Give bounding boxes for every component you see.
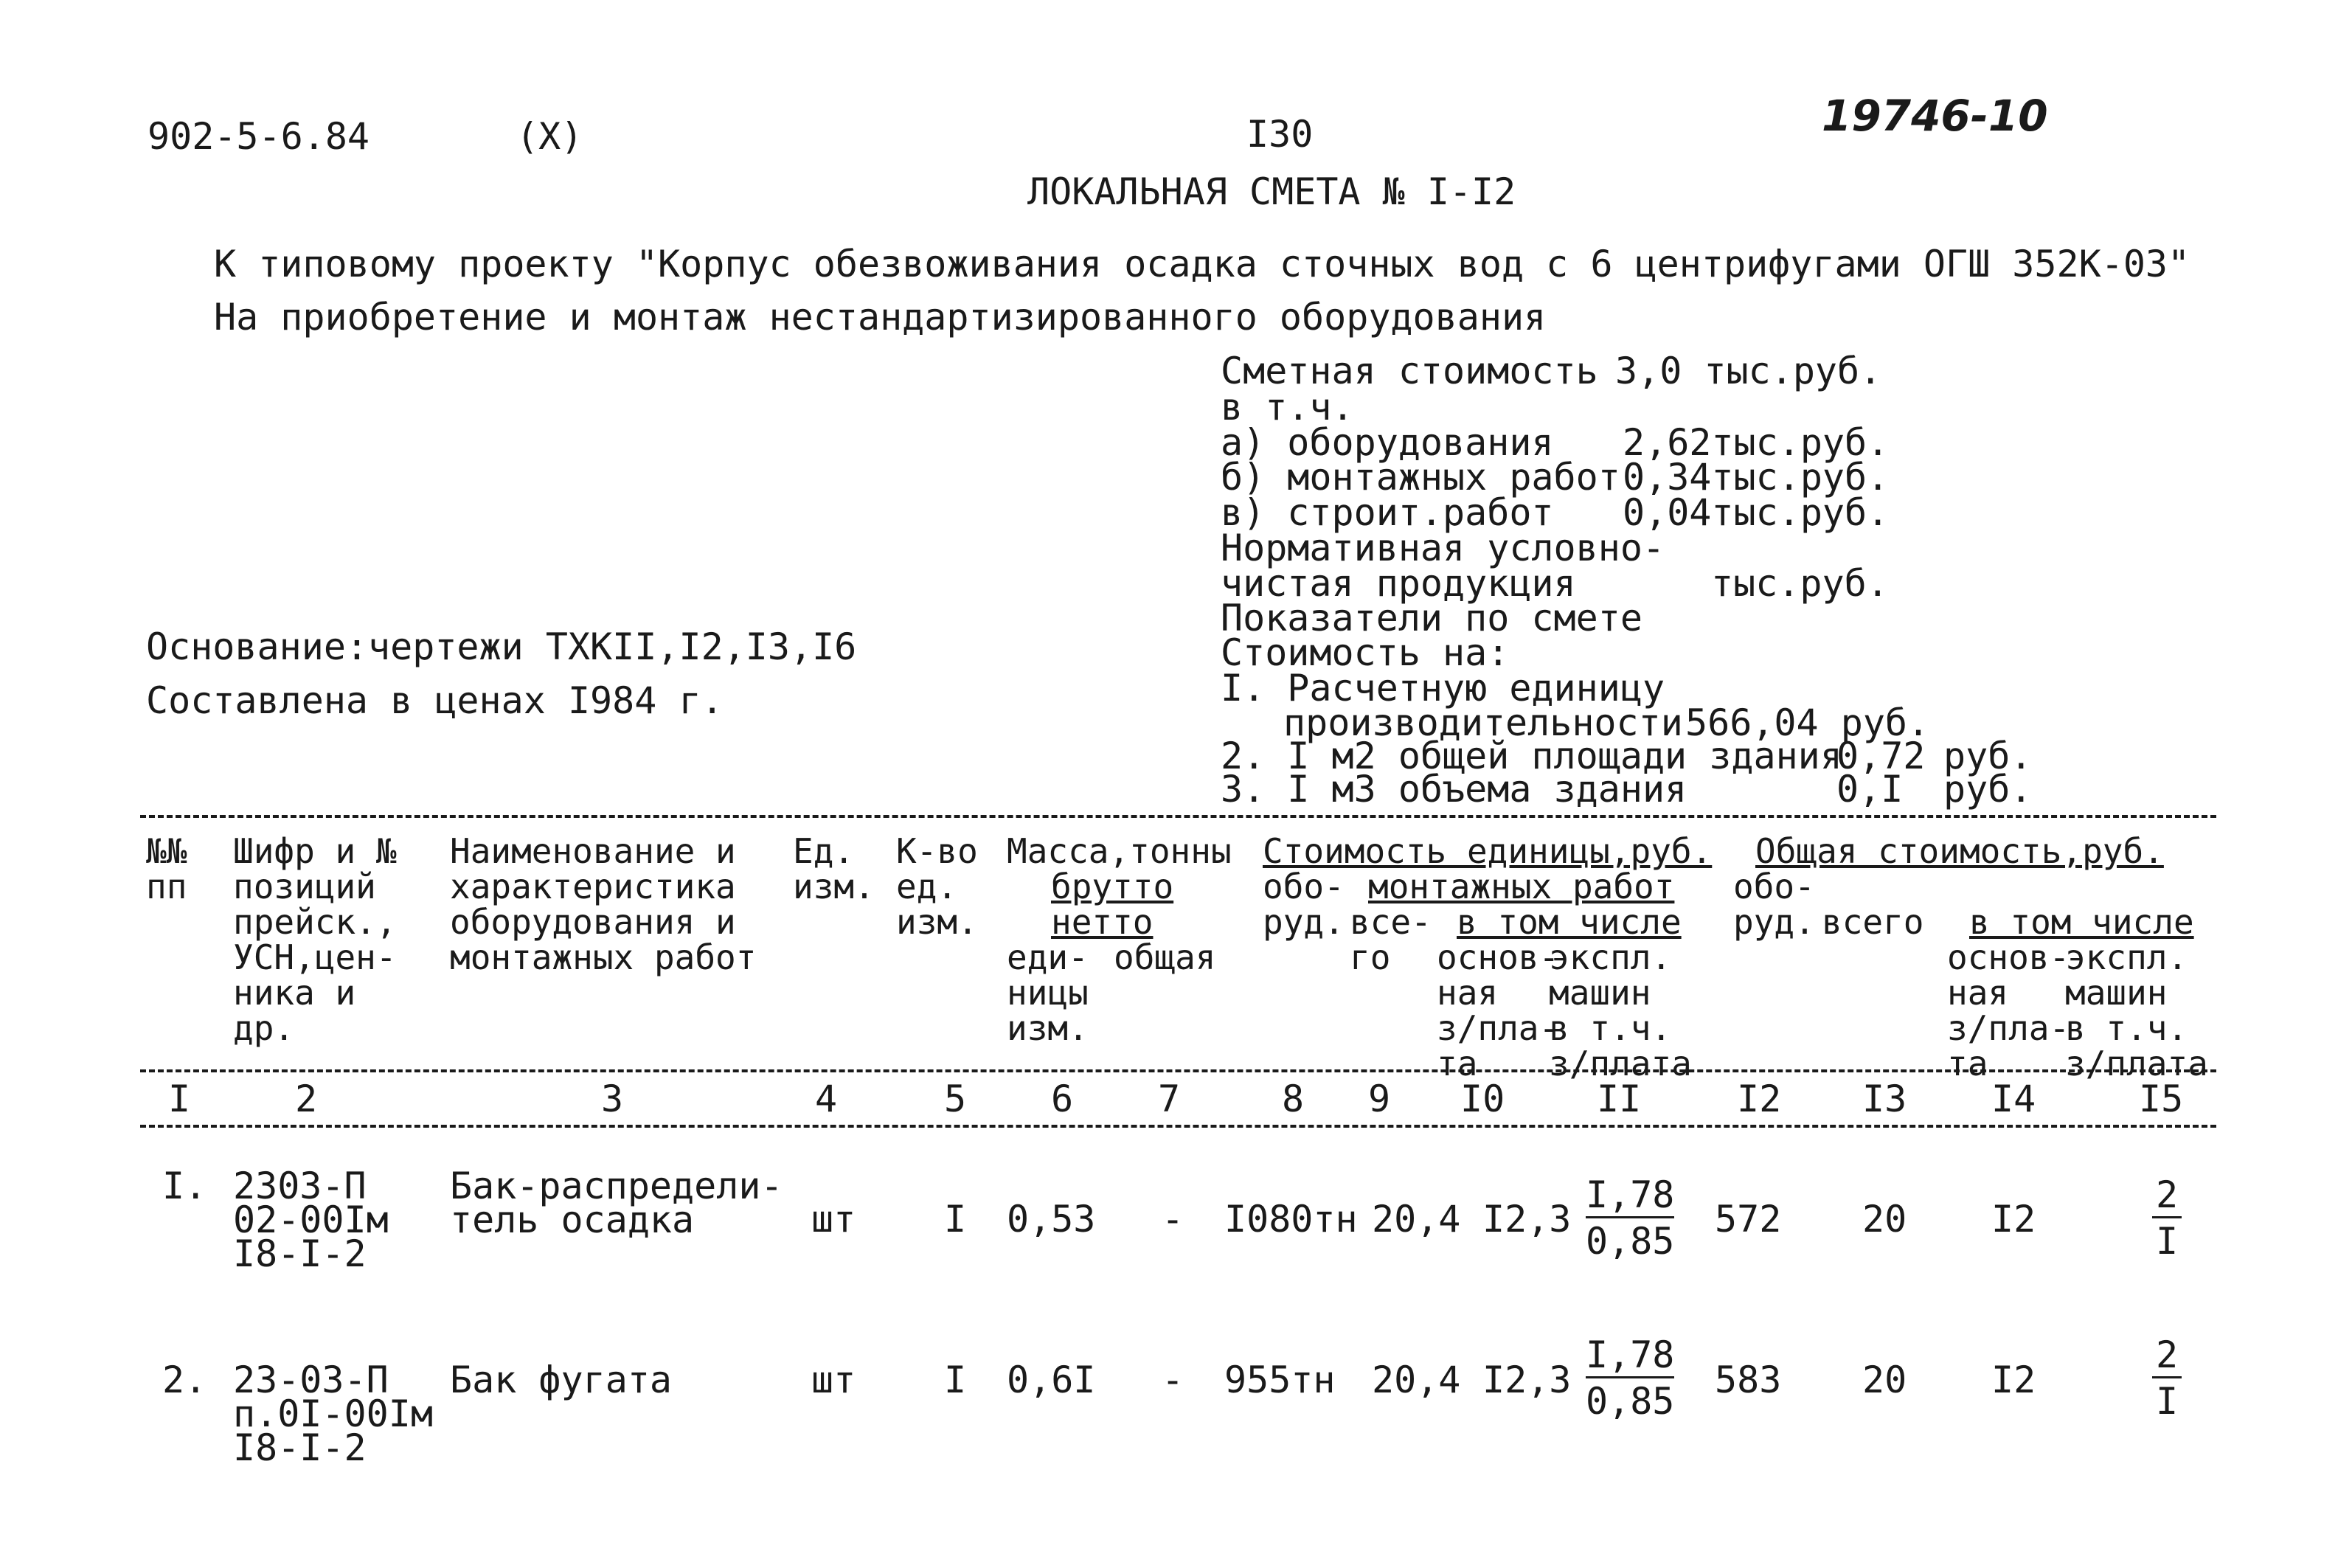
row-name: Бак фугата <box>450 1359 673 1401</box>
row-name: Бак-распредели- тель осадка <box>450 1165 783 1241</box>
basis-drawings: Основание:чертежи ТХКII,I2,I3,I6 <box>146 625 857 668</box>
header-total-cost: Общая стоимость,руб. <box>1755 831 2164 871</box>
indicators-label: Показатели по смете <box>1221 597 1642 639</box>
row-basic-wage: I2,3 <box>1482 1359 1572 1401</box>
row-unit: шт <box>811 1359 856 1401</box>
header-total-incl: в том числе <box>1969 902 2194 942</box>
row-total-all: 20 <box>1862 1198 1907 1241</box>
colnum-11: II <box>1597 1078 1642 1120</box>
row-qty: I <box>944 1198 967 1241</box>
header-mass-unit: еди- ницы изм. <box>1007 937 1089 1048</box>
colnum-12: I2 <box>1737 1078 1782 1120</box>
basis-prices: Составлена в ценах I984 г. <box>146 679 724 722</box>
norm-label-1: Нормативная условно- <box>1221 527 1665 569</box>
row-mass-total: - <box>1162 1359 1184 1401</box>
row-total-basic: I2 <box>1991 1359 2036 1401</box>
colnum-4: 4 <box>815 1078 838 1120</box>
row-machines-fraction <box>1586 1173 1675 1263</box>
header-incl: в том числе <box>1457 902 1682 942</box>
row-total-machines-wage: I <box>2155 1220 2179 1263</box>
row-mass-unit: 0,6I <box>1007 1359 1096 1401</box>
colnum-3: 3 <box>601 1078 624 1120</box>
colnum-2: 2 <box>295 1078 318 1120</box>
document-title: ЛОКАЛЬНАЯ СМЕТА № I-I2 <box>1027 170 1516 213</box>
header-name: Наименование и характеристика оборудования и монтажных работ <box>450 831 757 977</box>
header-total-equip: обо- руд. <box>1733 867 1815 942</box>
header-num: №№ пп <box>146 831 187 906</box>
header-code: Шифр и № позиций прейск., УСН,цен- ника и др. <box>233 831 397 1048</box>
colnum-1: I <box>168 1078 191 1120</box>
indicator-1-label-2: производительности <box>1283 701 1683 744</box>
row-mass-total: - <box>1162 1198 1184 1241</box>
header-mass-brutto: брутто <box>1051 867 1174 906</box>
indicator-2-unit: руб. <box>1943 735 2033 777</box>
cost-per-label: Стоимость на: <box>1221 631 1510 674</box>
row-install-all: 20,4 <box>1372 1198 1461 1241</box>
row-total-machines-fraction <box>2152 1333 2182 1423</box>
row-equip-cost: I080тн <box>1224 1198 1358 1241</box>
header-total-machines: экспл. машин в т.ч. з/плата <box>2065 937 2208 1083</box>
album-number: (X) <box>516 115 583 158</box>
colnum-15: I5 <box>2139 1078 2184 1120</box>
row-mass-unit: 0,53 <box>1007 1198 1096 1241</box>
row-qty: I <box>944 1359 967 1401</box>
row-total-all: 20 <box>1862 1359 1907 1401</box>
header-qty: К-во ед. изм. <box>896 831 978 942</box>
equipment-value: 2,62тыс.руб. <box>1623 421 1890 464</box>
indicator-1-label: I. Расчетную единицу <box>1221 667 1665 710</box>
row-total-equip: 572 <box>1715 1198 1782 1241</box>
purpose-line: На приобретение и монтаж нестандартизированного оборудования <box>214 296 1547 339</box>
colnum-5: 5 <box>944 1078 967 1120</box>
row-number: I. <box>162 1165 207 1207</box>
header-unit-cost: Стоимость единицы,руб. <box>1263 831 1713 871</box>
row-total-basic: I2 <box>1991 1198 2036 1241</box>
header-equip: обо- руд. <box>1263 867 1345 942</box>
row-total-machines-fraction <box>2152 1173 2182 1263</box>
colnum-14: I4 <box>1991 1078 2036 1120</box>
row-total-machines-value: 2 <box>2152 1336 2182 1378</box>
colnum-9: 9 <box>1368 1078 1391 1120</box>
row-total-machines-wage: I <box>2155 1380 2179 1423</box>
row-number: 2. <box>162 1359 207 1401</box>
installation-label: б) монтажных работ <box>1221 456 1620 499</box>
row-machines-value: I,78 <box>1586 1336 1674 1378</box>
row-install-all: 20,4 <box>1372 1359 1461 1401</box>
colnum-7: 7 <box>1158 1078 1181 1120</box>
inventory-number: 19746-10 <box>1822 91 2048 141</box>
row-unit: шт <box>811 1198 856 1241</box>
indicator-3-label: 3. I м3 объема здания <box>1221 768 1687 811</box>
colnum-10: I0 <box>1460 1078 1505 1120</box>
row-basic-wage: I2,3 <box>1482 1198 1572 1241</box>
header-install: монтажных работ <box>1368 867 1675 906</box>
project-code: 902-5-6.84 <box>148 115 370 158</box>
header-basic-wage: основ- ная з/пла- та <box>1437 937 1560 1083</box>
row-machines-value: I,78 <box>1586 1176 1674 1218</box>
indicator-2-value: 0,72 <box>1836 735 1926 777</box>
header-mass-netto: нетто <box>1051 902 1154 942</box>
numbers-bottom-rule <box>140 1125 2216 1128</box>
project-line: К типовому проекту "Корпус обезвоживания осадка сточных вод с 6 центрифугами ОГШ 352К-03" <box>214 243 2190 285</box>
header-mass: Масса,тонны <box>1007 831 1232 871</box>
row-code: 23-03-П п.0I-00Iм I8-I-2 <box>233 1359 433 1469</box>
equipment-label: а) оборудования <box>1221 421 1554 464</box>
installation-value: 0,34тыс.руб. <box>1623 456 1890 499</box>
indicator-2-label: 2. I м2 общей площади здания <box>1221 735 1842 777</box>
header-mass-total: общая <box>1114 937 1216 977</box>
construction-label: в) строит.работ <box>1221 491 1554 534</box>
cost-value: 3,0 тыс.руб. <box>1615 350 1882 392</box>
row-machines-fraction <box>1586 1333 1675 1423</box>
header-total-all: всего <box>1822 902 1924 942</box>
header-machines: экспл. машин в т.ч. з/плата <box>1549 937 1692 1083</box>
norm-label-2: чистая продукция <box>1221 562 1576 605</box>
row-machines-wage: 0,85 <box>1586 1380 1675 1423</box>
page-number: I30 <box>1246 113 1314 156</box>
row-machines-wage: 0,85 <box>1586 1220 1675 1263</box>
colnum-6: 6 <box>1051 1078 1074 1120</box>
header-all: все- го <box>1350 902 1432 977</box>
header-unit: Ед. изм. <box>793 831 875 906</box>
colnum-13: I3 <box>1862 1078 1907 1120</box>
indicator-3-value: 0,I <box>1836 768 1904 811</box>
row-total-equip: 583 <box>1715 1359 1782 1401</box>
norm-value: тыс.руб. <box>1711 562 1889 605</box>
incl-label: в т.ч. <box>1221 386 1354 429</box>
header-total-basic: основ- ная з/пла- та <box>1947 937 2070 1083</box>
header-bottom-rule <box>140 1069 2216 1072</box>
colnum-8: 8 <box>1282 1078 1305 1120</box>
indicator-1-value: 566,04 руб. <box>1685 701 1930 744</box>
table-top-rule <box>140 815 2216 818</box>
row-code: 2303-П 02-00Iм I8-I-2 <box>233 1165 389 1275</box>
indicator-3-unit: руб. <box>1943 768 2033 811</box>
construction-value: 0,04тыс.руб. <box>1623 491 1890 534</box>
row-equip-cost: 955тн <box>1224 1359 1336 1401</box>
cost-label: Сметная стоимость <box>1221 350 1598 392</box>
row-total-machines-value: 2 <box>2152 1176 2182 1218</box>
